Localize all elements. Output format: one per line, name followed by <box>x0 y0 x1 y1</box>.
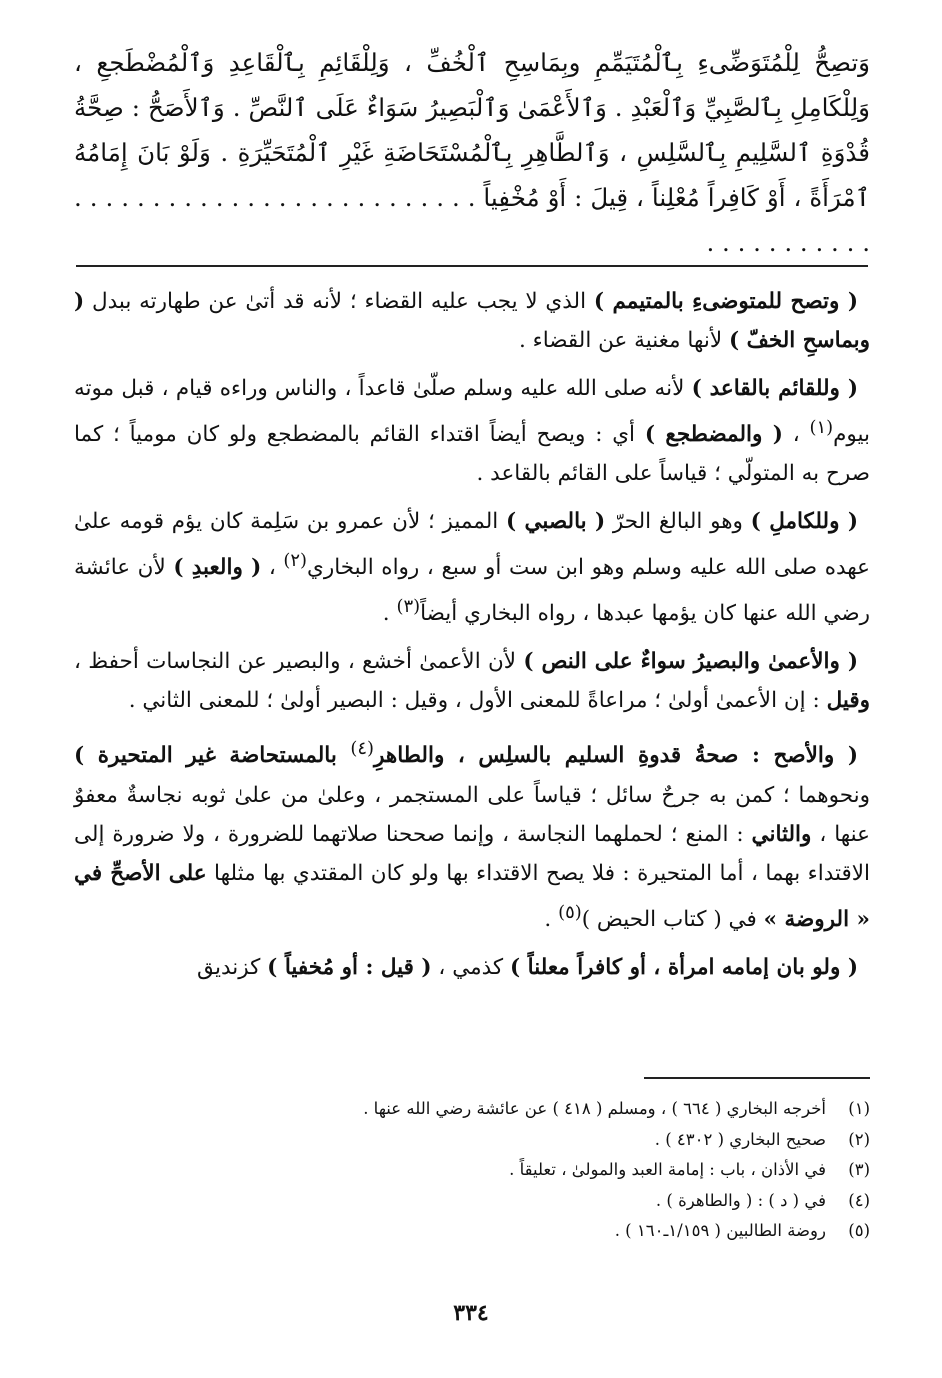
commentary-text: كزنديق <box>197 954 268 980</box>
commentary-text: . <box>382 601 397 627</box>
commentary-paragraph-4 <box>74 642 870 720</box>
commentary-text: كذمي ، <box>431 954 510 980</box>
footnote-number: (٤) <box>848 1190 870 1210</box>
footnote-number: (٥) <box>848 1221 870 1240</box>
matn-quote: ( والعبدِ ) <box>173 555 262 581</box>
commentary-text: لأن الأعمىٰ أخشع ، والبصير عن النجاسات أحفظ ، <box>74 649 524 675</box>
matn-separator-rule <box>76 265 868 267</box>
matn-paragraph: وَتصِحُّ لِلْمُتَوَضِّىءِ بِٱلْمُتَيَمِّمِ وبِمَاسِحِ ٱلْخُفِّ ، وَلِلْقَائِمِ بِٱلْقَاعِدِ وَٱلْمُضْطَجعِ ، وَلِلْكَامِلِ بِٱلصَّبِيِّ وَٱلْعَبْدِ . وَٱلأَعْمَىٰ وَٱلْبَصِيرُ سَوَاءٌ عَلَى ٱلنَّصِّ . وَٱلأَصَحُّ : صِحَّةُ قُدْوَةِ ٱلسَّلِيمِ بِٱلسَّلِسِ ، وَٱلطَّاهِرِ بِٱلْمُسْتَحَاضَةِ غَيْرِ ٱلْمُتَحَيِّرَةِ . وَلَوْ بَانَ إِمَامُهُ ٱمْرَأَةً ، أَوْ كَافِراً مُعْلِناً ، قِيلَ : أَوْ مُخْفِياً . . . . . . . . . . . . . . . . . . . . . . . . . . . . . . . . . . . . . <box>74 48 870 257</box>
commentary-text: أي : ويصح أيضاً اقتداء القائم بالمضطجع ولو كان مومياً ؛ كما صرح به المتولّي ؛ قياساً على القائم بالقاعد . <box>74 422 870 487</box>
footnote-number: (١) <box>848 1099 870 1118</box>
footnote-ref-5: (٥) <box>558 901 582 923</box>
footnote-text: صحيح البخاري ( ٤٣٠٢ ) . <box>654 1129 826 1149</box>
matn-text-block <box>74 40 870 265</box>
opinion-marker: وقيل <box>826 688 870 714</box>
commentary-text: ونحوهما ؛ كمن به جرحٌ سائل ؛ قياساً على المستجمر ، وعلىٰ من علىٰ ثوبه نجاسةٌ معفوٌ عنها ، <box>74 782 870 847</box>
matn-quote: ( قيل : أو مُخفياً ) <box>267 954 432 980</box>
commentary-text: المميز ؛ لأن عمرو بن سَلِمة كان يؤم قومه علىٰ عهده صلى الله عليه وسلم وهو ابن ست أو سبع ، رواه البخاري <box>74 509 871 581</box>
matn-quote: على الأصحِّ في « الروضة » <box>74 860 870 932</box>
footnote-item <box>74 1125 870 1156</box>
footnote-number: (٢) <box>848 1129 870 1149</box>
commentary-text: وهو البالغ الحرّ <box>605 509 751 535</box>
footnote-item <box>74 1216 870 1247</box>
footnote-ref-1: (١) <box>809 417 834 438</box>
matn-quote: ( وبماسحِ الخفّ ) <box>74 289 870 353</box>
footnote-item <box>74 1155 870 1186</box>
matn-quote: ( وللقائم بالقاعد ) <box>691 376 858 401</box>
commentary-text: الذي لا يجب عليه القضاء ؛ لأنه قد أتىٰ عن طهارته ببدل <box>84 289 594 314</box>
commentary-text: لأنه صلى الله عليه وسلم صلّىٰ قاعداً ، والناس وراءه قيام ، قبل موته بيوم <box>74 376 870 448</box>
commentary-paragraph-3 <box>74 502 870 633</box>
footnotes-list <box>74 1094 870 1247</box>
footnote-text: أخرجه البخاري ( ٦٦٤ ) ، ومسلم ( ٤١٨ ) عن عائشة رضي الله عنها . <box>363 1099 826 1118</box>
commentary-text: : إن الأعمىٰ أولىٰ ؛ مراعاةً للمعنى الأول ، وقيل : البصير أولىٰ ؛ للمعنى الثاني . <box>128 688 827 714</box>
matn-quote: ( وتصح للمتوضىءِ بالمتيمم ) <box>593 289 858 314</box>
commentary-text: لأنها مغنية عن القضاء . <box>518 328 729 353</box>
commentary-paragraph-5 <box>74 729 870 938</box>
matn-quote: ( والأصح : صحةُ قدوةِ السليم بالسلِس ، والطاهرِ <box>374 743 858 769</box>
footnote-separator-rule <box>644 1077 870 1079</box>
footnote-text: في ( د ) : ( والطاهرة ) . <box>655 1190 826 1210</box>
page-number: ٣٣٤ <box>453 1300 489 1326</box>
matn-quote: بالمستحاضة غير المتحيرة ) <box>74 743 351 769</box>
matn-quote: ( بالصبي ) <box>505 509 606 535</box>
opinion-marker: والثاني <box>751 821 812 847</box>
footnote-text: في الأذان ، باب : إمامة العبد والمولىٰ ، تعليقاً . <box>509 1160 826 1179</box>
commentary-text: في ( كتاب الحيض ) <box>581 906 764 932</box>
footnote-item <box>74 1094 870 1125</box>
matn-quote: ( ولو بان إمامه امرأة ، أو كافراً معلناً ) <box>510 954 858 980</box>
commentary-paragraph-1 <box>74 282 870 360</box>
matn-quote: ( والمضطجع ) <box>644 422 783 448</box>
matn-quote: ( وللكاملِ ) <box>750 509 858 535</box>
commentary-text: ، <box>261 555 284 581</box>
commentary-block <box>74 282 870 996</box>
commentary-text: : المنع ؛ لحملهما النجاسة ، وإنما صححنا صلاتهما للضرورة ، ولا ضرورة إلى الاقتداء بهما ، أما المتحيرة : فلا يصح الاقتداء بها ولو كان المقتدي بها مثلها <box>74 821 871 886</box>
matn-quote: ( والأعمىٰ والبصيرُ سواءٌ على النص ) <box>523 649 858 675</box>
footnote-text: روضة الطالبين ( ١/١٥٩ـ١٦٠ ) . <box>614 1221 826 1240</box>
footnote-item <box>74 1186 870 1217</box>
footnote-ref-2: (٢) <box>283 550 308 572</box>
commentary-text: . <box>544 906 559 932</box>
commentary-paragraph-2 <box>74 369 870 493</box>
footnote-number: (٣) <box>848 1160 870 1179</box>
commentary-text: ، <box>782 422 810 448</box>
footnote-ref-3: (٣) <box>396 596 421 618</box>
commentary-paragraph-6 <box>74 948 870 987</box>
footnote-ref-4: (٤) <box>350 738 375 760</box>
commentary-text: لأن عائشة رضي الله عنها كان يؤمها عبدها ، رواه البخاري أيضاً <box>74 555 870 627</box>
